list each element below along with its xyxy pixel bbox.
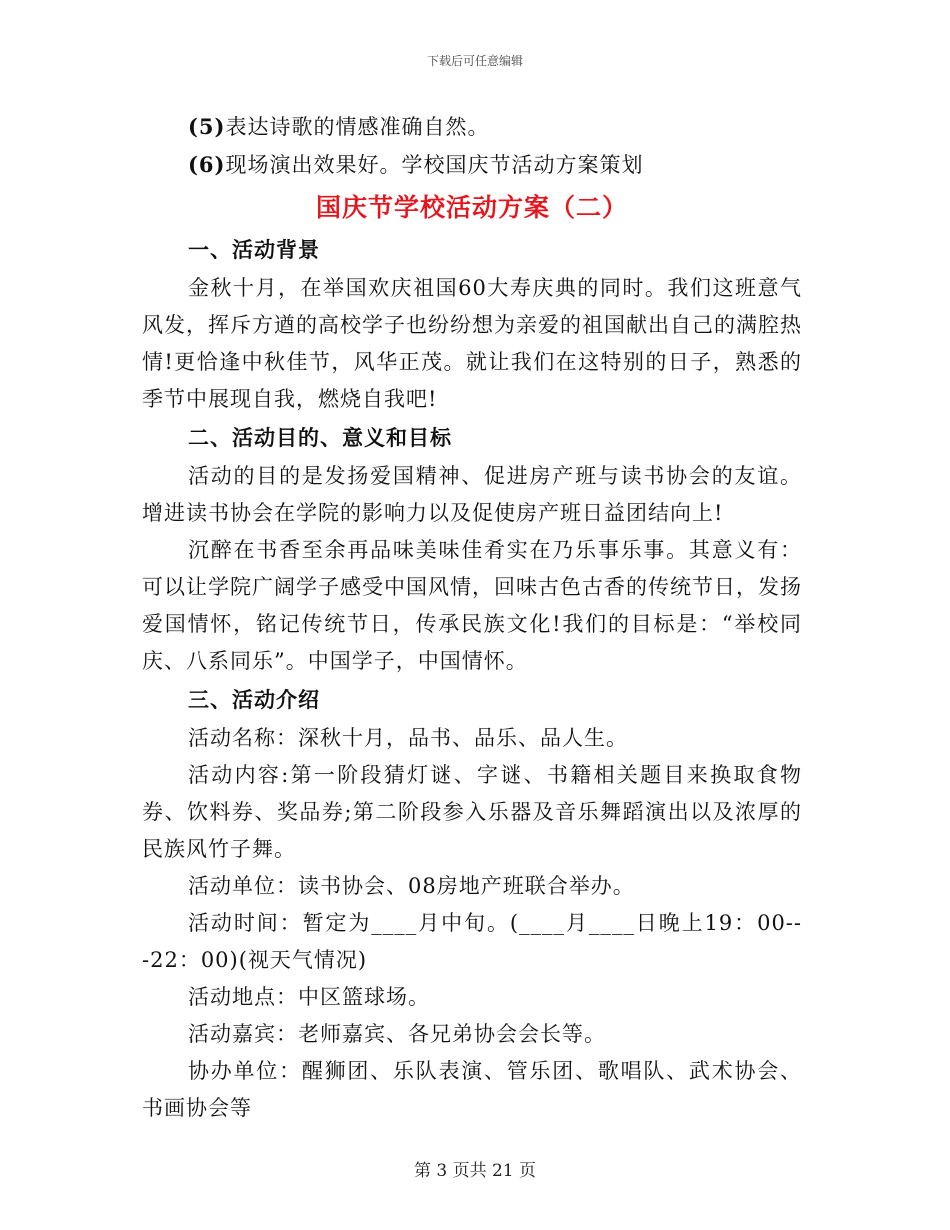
section-heading: 三、活动介绍 xyxy=(188,687,320,712)
section-heading: 一、活动背景 xyxy=(188,237,320,262)
paragraph: 沉醉在书香至余再品味美味佳肴实在乃乐事乐事。其意义有：可以让学院广阔学子感受中国风情，回味古色古香的传统节日，发扬爱国情怀，铭记传统节日，传承民族文化!我们的目标是：“举校同庆、八系同乐”。中国学子，中国情怀。 xyxy=(142,538,802,673)
paragraph: 活动的目的是发扬爱国精神、促进房产班与读书协会的友谊。增进读书协会在学院的影响力以及促使房产班日益团结向上! xyxy=(142,464,802,525)
document-body xyxy=(142,108,802,1127)
paragraph: 协办单位：醒狮团、乐队表演、管乐团、歌唱队、武术协会、书画协会等 xyxy=(142,1059,802,1120)
item-text: 表达诗歌的情感准确自然。 xyxy=(225,115,490,139)
paragraph: 活动时间：暂定为____月中旬。(____月____日晚上19：00---22：00)(视天气情况) xyxy=(142,911,802,972)
paragraph: 活动单位：读书协会、08房地产班联合举办。 xyxy=(188,874,635,898)
paragraph: 活动名称：深秋十月，品书、品乐、品人生。 xyxy=(188,726,628,750)
paragraph: 活动内容:第一阶段猜灯谜、字谜、书籍相关题目来换取食物券、饮料券、奖品券;第二阶段参入乐器及音乐舞蹈演出以及浓厚的民族风竹子舞。 xyxy=(142,763,802,861)
page-footer: 第 3 页共 21 页 xyxy=(413,1161,537,1181)
item-text: 现场演出效果好。学校国庆节活动方案策划 xyxy=(225,153,644,177)
list-item xyxy=(142,108,802,146)
paragraph: 金秋十月，在举国欢庆祖国60大寿庆典的同时。我们这班意气风发，挥斥方遒的高校学子也纷纷想为亲爱的祖国献出自己的满腔热情!更恰逢中秋佳节，风华正茂。就让我们在这特别的日子，熟悉的季节中展现自我，燃烧自我吧! xyxy=(142,276,802,411)
paragraph: 活动地点：中区篮球场。 xyxy=(188,985,430,1009)
document-title: 国庆节学校活动方案（二） xyxy=(315,193,628,222)
page-header: 下载后可任意编辑 xyxy=(426,54,523,68)
section-heading: 二、活动目的、意义和目标 xyxy=(188,425,452,450)
paragraph: 活动嘉宾：老师嘉宾、各兄弟协会会长等。 xyxy=(188,1022,606,1046)
item-number: (5) xyxy=(188,114,226,139)
list-item xyxy=(142,146,802,184)
item-number: (6) xyxy=(188,152,226,177)
